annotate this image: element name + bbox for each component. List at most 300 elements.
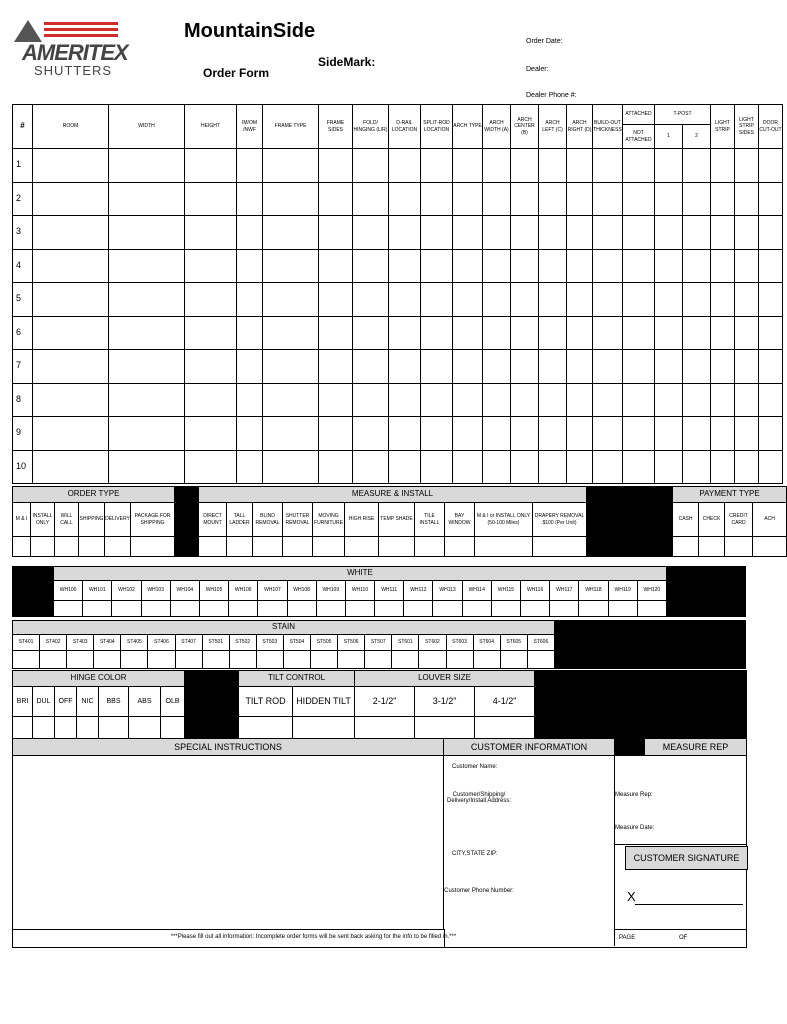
grid-cell[interactable]	[109, 182, 185, 216]
grid-cell[interactable]	[655, 417, 683, 451]
hardware-options	[12, 670, 747, 739]
stain-input[interactable]	[392, 651, 419, 669]
grid-cell[interactable]	[389, 383, 421, 417]
grid-cell[interactable]	[453, 249, 483, 283]
col-tpost-1: 1	[655, 125, 683, 149]
brand-logo	[10, 20, 128, 80]
grid-cell[interactable]	[389, 216, 421, 250]
white-input[interactable]	[229, 601, 258, 617]
grid-cell[interactable]	[511, 316, 539, 350]
grid-cell[interactable]	[511, 450, 539, 484]
stain-input[interactable]	[202, 651, 229, 669]
grid-cell[interactable]	[421, 182, 453, 216]
grid-cell[interactable]	[185, 350, 237, 384]
grid-cell[interactable]	[735, 149, 759, 183]
special-instructions-field[interactable]	[13, 756, 444, 929]
grid-cell[interactable]	[623, 216, 655, 250]
grid-cell[interactable]	[735, 383, 759, 417]
row-number: 8	[13, 383, 33, 417]
grid-cell[interactable]	[109, 350, 185, 384]
grid-cell[interactable]	[353, 417, 389, 451]
grid-cell[interactable]	[623, 149, 655, 183]
signature-line[interactable]	[635, 904, 743, 905]
grid-cell[interactable]	[483, 450, 511, 484]
grid-cell[interactable]	[759, 383, 783, 417]
grid-cell[interactable]	[33, 182, 109, 216]
stain-input[interactable]	[121, 651, 148, 669]
grid-cell[interactable]	[511, 182, 539, 216]
white-input[interactable]	[404, 601, 433, 617]
grid-cell[interactable]	[735, 350, 759, 384]
grid-cell[interactable]	[389, 417, 421, 451]
white-input[interactable]	[462, 601, 491, 617]
grid-cell[interactable]	[567, 383, 593, 417]
row-number: 9	[13, 417, 33, 451]
white-input[interactable]	[316, 601, 345, 617]
grid-cell[interactable]	[567, 316, 593, 350]
grid-cell[interactable]	[539, 182, 567, 216]
grid-cell[interactable]	[33, 316, 109, 350]
white-input[interactable]	[112, 601, 141, 617]
grid-cell[interactable]	[567, 450, 593, 484]
grid-cell[interactable]	[623, 450, 655, 484]
grid-cell[interactable]	[623, 249, 655, 283]
stain-code: ST403	[67, 635, 94, 651]
of-label: OF	[679, 935, 688, 941]
grid-cell[interactable]	[711, 149, 735, 183]
col-width: WIDTH	[109, 105, 185, 149]
white-input[interactable]	[579, 601, 608, 617]
grid-cell[interactable]	[655, 350, 683, 384]
grid-cell[interactable]	[511, 283, 539, 317]
grid-cell[interactable]	[453, 316, 483, 350]
grid-cell[interactable]	[263, 216, 319, 250]
white-input[interactable]	[550, 601, 579, 617]
grid-cell[interactable]	[735, 417, 759, 451]
grid-cell[interactable]	[185, 182, 237, 216]
grid-cell[interactable]	[33, 450, 109, 484]
grid-cell[interactable]	[33, 283, 109, 317]
grid-cell[interactable]	[759, 450, 783, 484]
white-input[interactable]	[608, 601, 637, 617]
grid-cell[interactable]	[453, 216, 483, 250]
stain-input[interactable]	[338, 651, 365, 669]
stain-input[interactable]	[175, 651, 202, 669]
grid-cell[interactable]	[539, 350, 567, 384]
stain-input[interactable]	[94, 651, 121, 669]
grid-cell[interactable]	[683, 149, 711, 183]
grid-cell[interactable]	[109, 316, 185, 350]
col-height: HEIGHT	[185, 105, 237, 149]
white-input[interactable]	[83, 601, 112, 617]
grid-cell[interactable]	[263, 450, 319, 484]
grid-cell[interactable]	[319, 316, 353, 350]
grid-cell[interactable]	[623, 350, 655, 384]
grid-cell[interactable]	[453, 182, 483, 216]
grid-cell[interactable]	[453, 383, 483, 417]
grid-cell[interactable]	[483, 283, 511, 317]
grid-cell[interactable]	[319, 149, 353, 183]
stain-input[interactable]	[527, 651, 554, 669]
grid-cell[interactable]	[593, 350, 623, 384]
grid-cell[interactable]	[185, 249, 237, 283]
grid-cell[interactable]	[483, 316, 511, 350]
grid-cell[interactable]	[567, 249, 593, 283]
grid-cell[interactable]	[263, 350, 319, 384]
grid-cell[interactable]	[759, 182, 783, 216]
grid-cell[interactable]	[237, 417, 263, 451]
grid-cell[interactable]	[237, 149, 263, 183]
grid-cell[interactable]	[683, 383, 711, 417]
grid-cell[interactable]	[263, 283, 319, 317]
grid-cell[interactable]	[735, 216, 759, 250]
grid-cell[interactable]	[511, 249, 539, 283]
grid-cell[interactable]	[421, 383, 453, 417]
grid-cell[interactable]	[453, 350, 483, 384]
grid-cell[interactable]	[319, 216, 353, 250]
grid-cell[interactable]	[109, 149, 185, 183]
special-instructions-header: SPECIAL INSTRUCTIONS	[13, 739, 444, 756]
grid-cell[interactable]	[511, 350, 539, 384]
grid-cell[interactable]	[711, 216, 735, 250]
grid-cell[interactable]	[453, 417, 483, 451]
grid-cell[interactable]	[711, 417, 735, 451]
grid-cell[interactable]	[33, 350, 109, 384]
grid-cell[interactable]	[711, 316, 735, 350]
col-hinging: FOLD/ HINGING (L/R)	[353, 105, 389, 149]
row-number: 5	[13, 283, 33, 317]
grid-cell[interactable]	[389, 249, 421, 283]
grid-cell[interactable]	[185, 283, 237, 317]
grid-cell[interactable]	[593, 216, 623, 250]
grid-cell[interactable]	[483, 350, 511, 384]
grid-cell[interactable]	[389, 149, 421, 183]
grid-cell[interactable]	[623, 417, 655, 451]
white-input[interactable]	[433, 601, 462, 617]
grid-cell[interactable]	[711, 283, 735, 317]
stain-input[interactable]	[256, 651, 283, 669]
stain-input[interactable]	[67, 651, 94, 669]
table-row	[13, 249, 783, 283]
grid-cell[interactable]	[683, 350, 711, 384]
grid-cell[interactable]	[353, 383, 389, 417]
grid-cell[interactable]	[593, 249, 623, 283]
grid-cell[interactable]	[593, 417, 623, 451]
white-code: WH117	[550, 581, 579, 601]
col-light-strip: LIGHT STRIP	[711, 105, 735, 149]
grid-cell[interactable]	[109, 216, 185, 250]
stain-input[interactable]	[311, 651, 338, 669]
grid-cell[interactable]	[353, 450, 389, 484]
grid-cell[interactable]	[683, 450, 711, 484]
grid-cell[interactable]	[593, 283, 623, 317]
stain-code: ST601	[392, 635, 419, 651]
grid-cell[interactable]	[33, 383, 109, 417]
white-input[interactable]	[521, 601, 550, 617]
grid-cell[interactable]	[683, 283, 711, 317]
grid-cell[interactable]	[655, 316, 683, 350]
grid-cell[interactable]	[567, 149, 593, 183]
grid-cell[interactable]	[421, 283, 453, 317]
grid-cell[interactable]	[539, 316, 567, 350]
grid-cell[interactable]	[483, 383, 511, 417]
grid-cell[interactable]	[421, 149, 453, 183]
grid-cell[interactable]	[109, 383, 185, 417]
grid-cell[interactable]	[567, 417, 593, 451]
opt-install-only: INSTALL ONLY	[31, 503, 55, 537]
grid-cell[interactable]	[483, 417, 511, 451]
stain-input[interactable]	[13, 651, 40, 669]
grid-cell[interactable]	[109, 450, 185, 484]
row-number: 10	[13, 450, 33, 484]
grid-cell[interactable]	[237, 350, 263, 384]
grid-cell[interactable]	[319, 450, 353, 484]
grid-cell[interactable]	[389, 316, 421, 350]
grid-cell[interactable]	[511, 216, 539, 250]
stain-input[interactable]	[446, 651, 473, 669]
grid-cell[interactable]	[33, 149, 109, 183]
grid-cell[interactable]	[237, 383, 263, 417]
col-mount: IM/OM /NWF	[237, 105, 263, 149]
stain-colors	[12, 620, 746, 635]
grid-cell[interactable]	[655, 383, 683, 417]
grid-cell[interactable]	[353, 350, 389, 384]
grid-cell[interactable]	[539, 149, 567, 183]
grid-cell[interactable]	[319, 350, 353, 384]
col-arch-right: ARCH RIGHT (D)	[567, 105, 593, 149]
tilt-hidden: HIDDEN TILT	[293, 687, 355, 717]
grid-cell[interactable]	[483, 182, 511, 216]
grid-cell[interactable]	[389, 450, 421, 484]
grid-cell[interactable]	[567, 216, 593, 250]
grid-cell[interactable]	[353, 249, 389, 283]
grid-cell[interactable]	[353, 283, 389, 317]
grid-cell[interactable]	[683, 316, 711, 350]
grid-cell[interactable]	[735, 249, 759, 283]
stain-input[interactable]	[473, 651, 500, 669]
grid-cell[interactable]	[539, 383, 567, 417]
white-input[interactable]	[170, 601, 199, 617]
grid-cell[interactable]	[33, 249, 109, 283]
stain-input[interactable]	[229, 651, 256, 669]
grid-cell[interactable]	[655, 182, 683, 216]
row-number: 2	[13, 182, 33, 216]
grid-cell[interactable]	[655, 249, 683, 283]
grid-cell[interactable]	[237, 249, 263, 283]
grid-cell[interactable]	[185, 450, 237, 484]
white-input[interactable]	[54, 601, 83, 617]
grid-cell[interactable]	[263, 182, 319, 216]
stain-code: ST402	[40, 635, 67, 651]
stain-code: ST604	[473, 635, 500, 651]
grid-cell[interactable]	[263, 149, 319, 183]
grid-cell[interactable]	[511, 417, 539, 451]
grid-cell[interactable]	[353, 182, 389, 216]
stain-input[interactable]	[148, 651, 175, 669]
grid-cell[interactable]	[593, 383, 623, 417]
grid-cell[interactable]	[263, 249, 319, 283]
grid-cell[interactable]	[319, 182, 353, 216]
grid-cell[interactable]	[567, 350, 593, 384]
grid-cell[interactable]	[593, 316, 623, 350]
grid-cell[interactable]	[735, 450, 759, 484]
grid-cell[interactable]	[711, 350, 735, 384]
grid-cell[interactable]	[593, 450, 623, 484]
grid-cell[interactable]	[237, 216, 263, 250]
stain-input[interactable]	[283, 651, 310, 669]
grid-cell[interactable]	[319, 383, 353, 417]
white-code: WH105	[199, 581, 228, 601]
stain-input[interactable]	[419, 651, 446, 669]
footer-note: ***Please fill out all information: Incomplete order forms will be sent back asking for the info to be filled in.***	[170, 934, 457, 940]
white-input[interactable]	[199, 601, 228, 617]
customer-info-header: CUSTOMER INFORMATION	[444, 739, 615, 756]
measure-rep-label: Measure Rep:	[615, 792, 653, 798]
grid-cell[interactable]	[683, 249, 711, 283]
grid-cell[interactable]	[185, 383, 237, 417]
row-number: 1	[13, 149, 33, 183]
grid-cell[interactable]	[319, 417, 353, 451]
grid-cell[interactable]	[185, 149, 237, 183]
grid-cell[interactable]	[735, 316, 759, 350]
grid-cell[interactable]	[655, 216, 683, 250]
grid-cell[interactable]	[237, 283, 263, 317]
grid-cell[interactable]	[453, 450, 483, 484]
grid-cell[interactable]	[683, 216, 711, 250]
grid-cell[interactable]	[109, 283, 185, 317]
grid-cell[interactable]	[421, 249, 453, 283]
grid-cell[interactable]	[483, 249, 511, 283]
grid-cell[interactable]	[711, 182, 735, 216]
table-row	[13, 383, 783, 417]
white-input[interactable]	[345, 601, 374, 617]
stain-input[interactable]	[365, 651, 392, 669]
grid-cell[interactable]	[759, 283, 783, 317]
sidemark-label: SideMark:	[318, 55, 376, 69]
pay-credit-card: CREDIT CARD	[725, 503, 753, 537]
row-number: 7	[13, 350, 33, 384]
grid-cell[interactable]	[759, 249, 783, 283]
grid-cell[interactable]	[319, 283, 353, 317]
grid-cell[interactable]	[539, 216, 567, 250]
grid-cell[interactable]	[539, 249, 567, 283]
grid-cell[interactable]	[237, 316, 263, 350]
brand-sub: SHUTTERS	[34, 63, 113, 78]
white-code: WH103	[141, 581, 170, 601]
grid-cell[interactable]	[185, 417, 237, 451]
mi-bay-window: BAY WINDOW	[445, 503, 475, 537]
grid-cell[interactable]	[389, 182, 421, 216]
grid-cell[interactable]	[567, 283, 593, 317]
grid-cell[interactable]	[33, 417, 109, 451]
grid-cell[interactable]	[421, 417, 453, 451]
grid-cell[interactable]	[319, 249, 353, 283]
grid-cell[interactable]	[539, 450, 567, 484]
grid-cell[interactable]	[759, 216, 783, 250]
grid-cell[interactable]	[263, 316, 319, 350]
grid-cell[interactable]	[711, 383, 735, 417]
grid-cell[interactable]	[237, 450, 263, 484]
grid-cell[interactable]	[683, 417, 711, 451]
grid-cell[interactable]	[185, 316, 237, 350]
grid-cell[interactable]	[421, 350, 453, 384]
white-input[interactable]	[287, 601, 316, 617]
grid-cell[interactable]	[655, 149, 683, 183]
grid-cell[interactable]	[389, 350, 421, 384]
opt-delivery: DELIVERY	[105, 503, 131, 537]
signature-x: X	[627, 889, 636, 904]
grid-cell[interactable]	[567, 182, 593, 216]
grid-cell[interactable]	[759, 350, 783, 384]
hinge-bbs: BBS	[99, 687, 129, 717]
grid-cell[interactable]	[623, 383, 655, 417]
grid-cell[interactable]	[453, 283, 483, 317]
grid-cell[interactable]	[511, 383, 539, 417]
white-input[interactable]	[375, 601, 404, 617]
stain-code: ST502	[229, 635, 256, 651]
stain-input[interactable]	[40, 651, 67, 669]
grid-cell[interactable]	[735, 283, 759, 317]
grid-cell[interactable]	[483, 149, 511, 183]
grid-cell[interactable]	[593, 182, 623, 216]
grid-cell[interactable]	[263, 417, 319, 451]
grid-cell[interactable]	[421, 216, 453, 250]
grid-cell[interactable]	[185, 216, 237, 250]
stain-code: ST406	[148, 635, 175, 651]
grid-cell[interactable]	[353, 216, 389, 250]
white-input[interactable]	[491, 601, 520, 617]
grid-cell[interactable]	[623, 316, 655, 350]
grid-cell[interactable]	[759, 417, 783, 451]
grid-cell[interactable]	[421, 316, 453, 350]
tilt-header: TILT CONTROL	[239, 671, 355, 687]
grid-cell[interactable]	[759, 316, 783, 350]
grid-cell[interactable]	[263, 383, 319, 417]
grid-cell[interactable]	[237, 182, 263, 216]
grid-cell[interactable]	[711, 249, 735, 283]
grid-cell[interactable]	[421, 450, 453, 484]
grid-cell[interactable]	[623, 182, 655, 216]
grid-cell[interactable]	[33, 216, 109, 250]
grid-cell[interactable]	[453, 149, 483, 183]
grid-cell[interactable]	[655, 283, 683, 317]
grid-cell[interactable]	[735, 182, 759, 216]
grid-cell[interactable]	[655, 450, 683, 484]
grid-cell[interactable]	[759, 149, 783, 183]
grid-cell[interactable]	[593, 149, 623, 183]
grid-cell[interactable]	[511, 149, 539, 183]
grid-cell[interactable]	[539, 417, 567, 451]
input-cell[interactable]	[13, 537, 31, 557]
mi-drapery: DRAPERY REMOVAL $100 (Per Unit)	[533, 503, 587, 537]
grid-cell[interactable]	[483, 216, 511, 250]
grid-cell[interactable]	[389, 283, 421, 317]
grid-cell[interactable]	[711, 450, 735, 484]
grid-cell[interactable]	[683, 182, 711, 216]
white-input[interactable]	[141, 601, 170, 617]
grid-cell[interactable]	[353, 316, 389, 350]
stain-input[interactable]	[500, 651, 527, 669]
grid-cell[interactable]	[109, 417, 185, 451]
white-input[interactable]	[258, 601, 287, 617]
col-split-rod: SPLIT-ROD LOCATION	[421, 105, 453, 149]
grid-cell[interactable]	[623, 283, 655, 317]
grid-cell[interactable]	[109, 249, 185, 283]
grid-cell[interactable]	[353, 149, 389, 183]
grid-cell[interactable]	[539, 283, 567, 317]
stain-code: ST507	[365, 635, 392, 651]
white-input[interactable]	[637, 601, 666, 617]
